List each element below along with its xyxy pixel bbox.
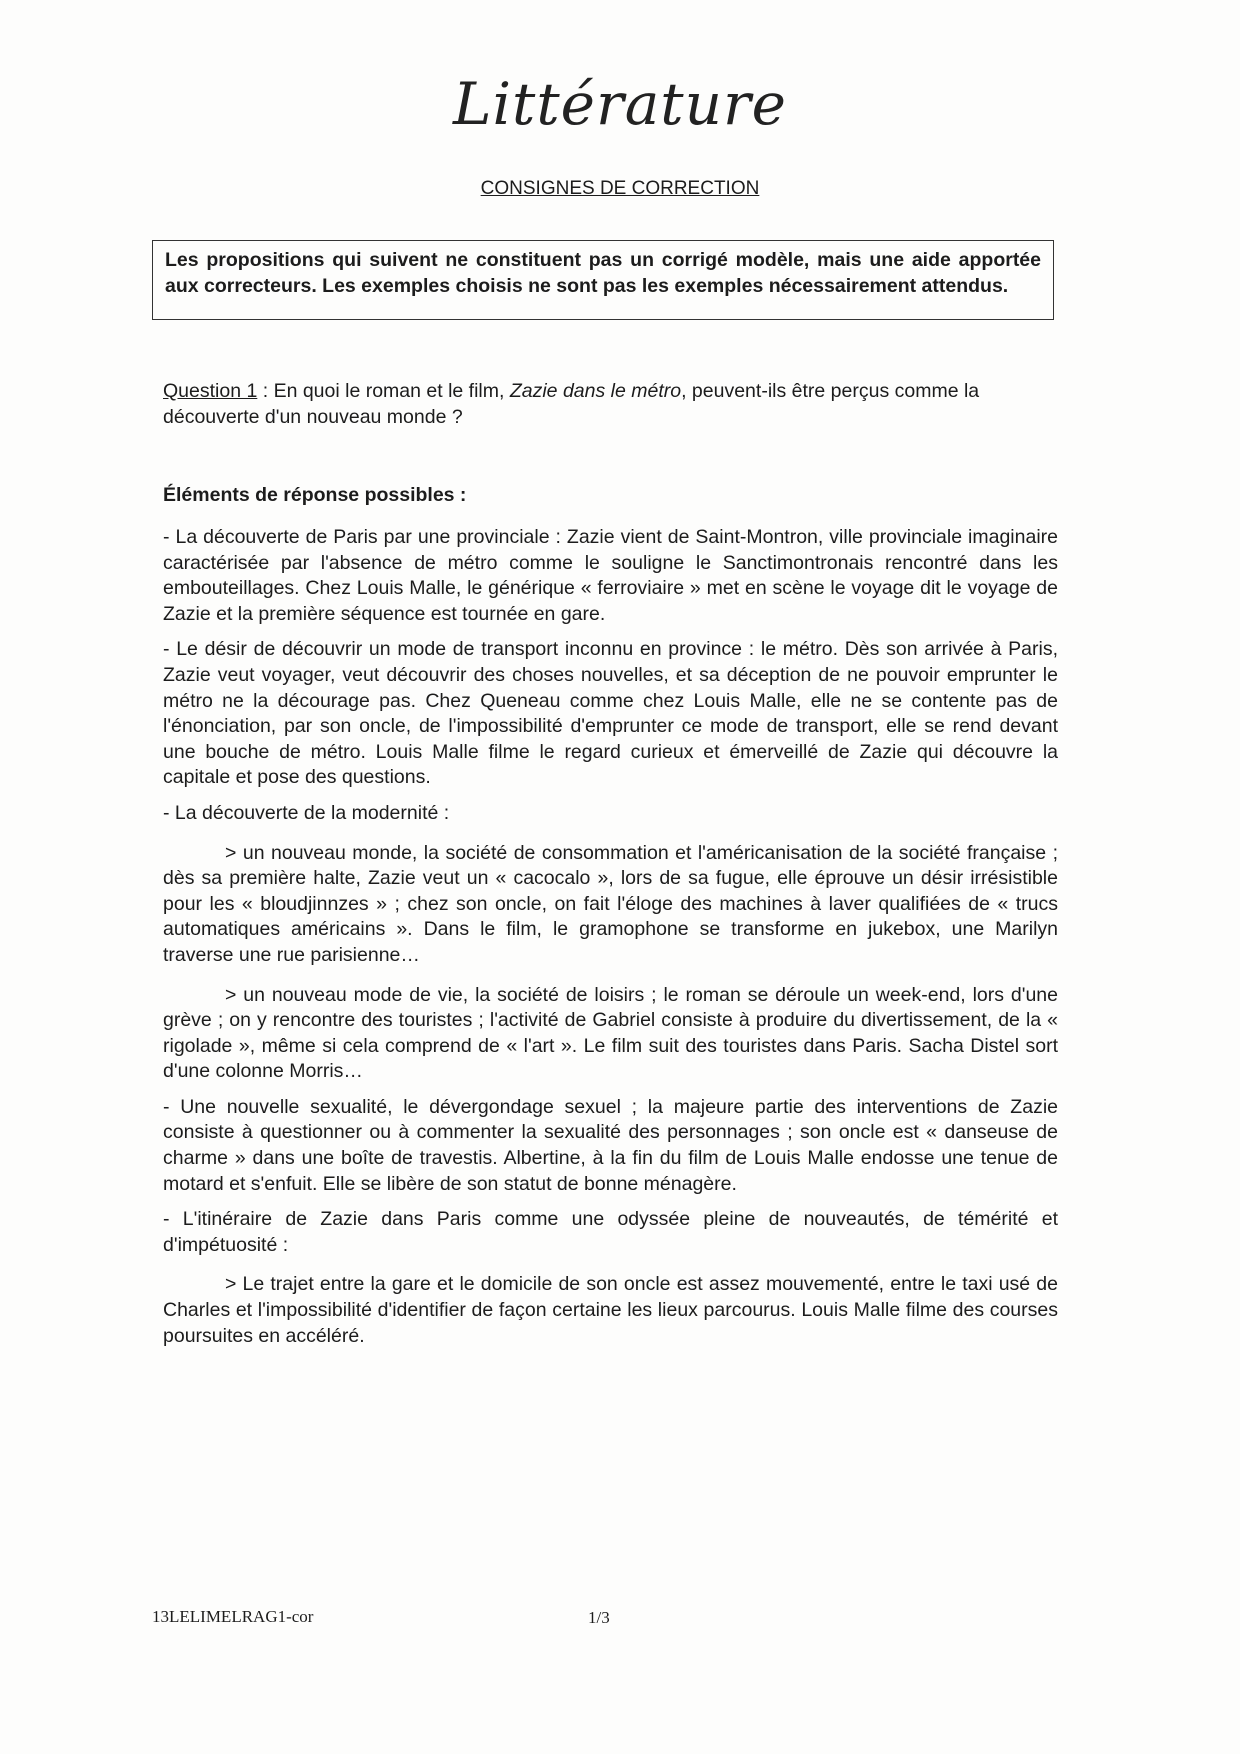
- notice-box: Les propositions qui suivent ne constituent pas un corrigé modèle, mais une aide apportée aux correcteurs. Les exemples choisis ne sont pas les exemples nécessairement attendus.: [152, 240, 1054, 320]
- paragraph: - Une nouvelle sexualité, le dévergondage sexuel ; la majeure partie des interventions de Zazie consiste à questionner ou à commenter la sexualité des personnages ; son oncle est « danseuse de charme » dans une boîte de travestis. Albertine, à la fin du film de Louis Malle endosse une tenue de motard et s'enfuit. Elle se libère de son statut de bonne ménagère.: [163, 1095, 1058, 1195]
- question-text-after: , peuvent-ils être perçus comme la découverte d'un nouveau monde ?: [163, 380, 980, 428]
- handwritten-title: Littérature: [452, 70, 788, 138]
- answer-body: [163, 525, 1058, 1359]
- page-heading: CONSIGNES DE CORRECTION: [480, 178, 760, 199]
- page-number: 1/3: [588, 1608, 610, 1627]
- question-1: [163, 378, 1068, 430]
- question-text-before: : En quoi le roman et le film,: [257, 380, 510, 402]
- section-heading: Éléments de réponse possibles :: [163, 484, 467, 506]
- paragraph: - Le désir de découvrir un mode de transport inconnu en province : le métro. Dès son arrivée à Paris, Zazie veut voyager, veut découvrir des choses nouvelles, et sa déception de ne pouvoir emprunter le métro ne la décourage pas. Chez Queneau comme chez Louis Malle, elle ne se contente pas de l'énonciation, par son oncle, de l'impossibilité d'emprunter ce mode de transport, elle se rend devant une bouche de métro. Louis Malle filme le regard curieux et émerveillé de Zazie qui découvre la capitale et pose des questions.: [163, 638, 1058, 789]
- paragraph: > Le trajet entre la gare et le domicile de son oncle est assez mouvementé, entre le taxi usé de Charles et l'impossibilité d'identifier de façon certaine les lieux parcourus. Louis Malle filme des courses poursuites en accéléré.: [163, 1273, 1058, 1347]
- paragraph: > un nouveau mode de vie, la société de loisirs ; le roman se déroule un week-end, lors d'une grève ; on y rencontre des touristes ; l'activité de Gabriel consiste à produire du divertissement, de la « rigolade », même si cela comprend de « l'art ». Le film suit des touristes dans Paris. Sacha Distel sort d'une colonne Morris…: [163, 983, 1058, 1083]
- question-label: Question 1: [163, 380, 258, 402]
- question-work-title: Zazie dans le métro: [509, 380, 682, 402]
- paragraph: > un nouveau monde, la société de consommation et l'américanisation de la société française ; dès sa première halte, Zazie veut un « cacocalo », lors de sa fugue, elle éprouve un désir irrésistible pour les « bloudjinnzes » ; chez son oncle, on fait l'éloge des machines à laver qualifiées de « trucs automatiques américains ». Dans le film, le gramophone se transforme en jukebox, une Marilyn traverse une rue parisienne…: [163, 841, 1058, 966]
- paragraph: - La découverte de la modernité :: [163, 801, 450, 824]
- paragraph: - L'itinéraire de Zazie dans Paris comme une odyssée pleine de nouveautés, de témérité et d'impétuosité :: [163, 1208, 1058, 1256]
- document-code: 13LELIMELRAG1-cor: [152, 1607, 314, 1626]
- paragraph: - La découverte de Paris par une provinciale : Zazie vient de Saint-Montron, ville provinciale imaginaire caractérisée par l'absence de métro comme le souligne le Sanctimontronais rencontré dans les embouteillages. Chez Louis Malle, le générique « ferroviaire » met en scène le voyage dit le voyage de Zazie et la première séquence est tournée en gare.: [163, 526, 1058, 625]
